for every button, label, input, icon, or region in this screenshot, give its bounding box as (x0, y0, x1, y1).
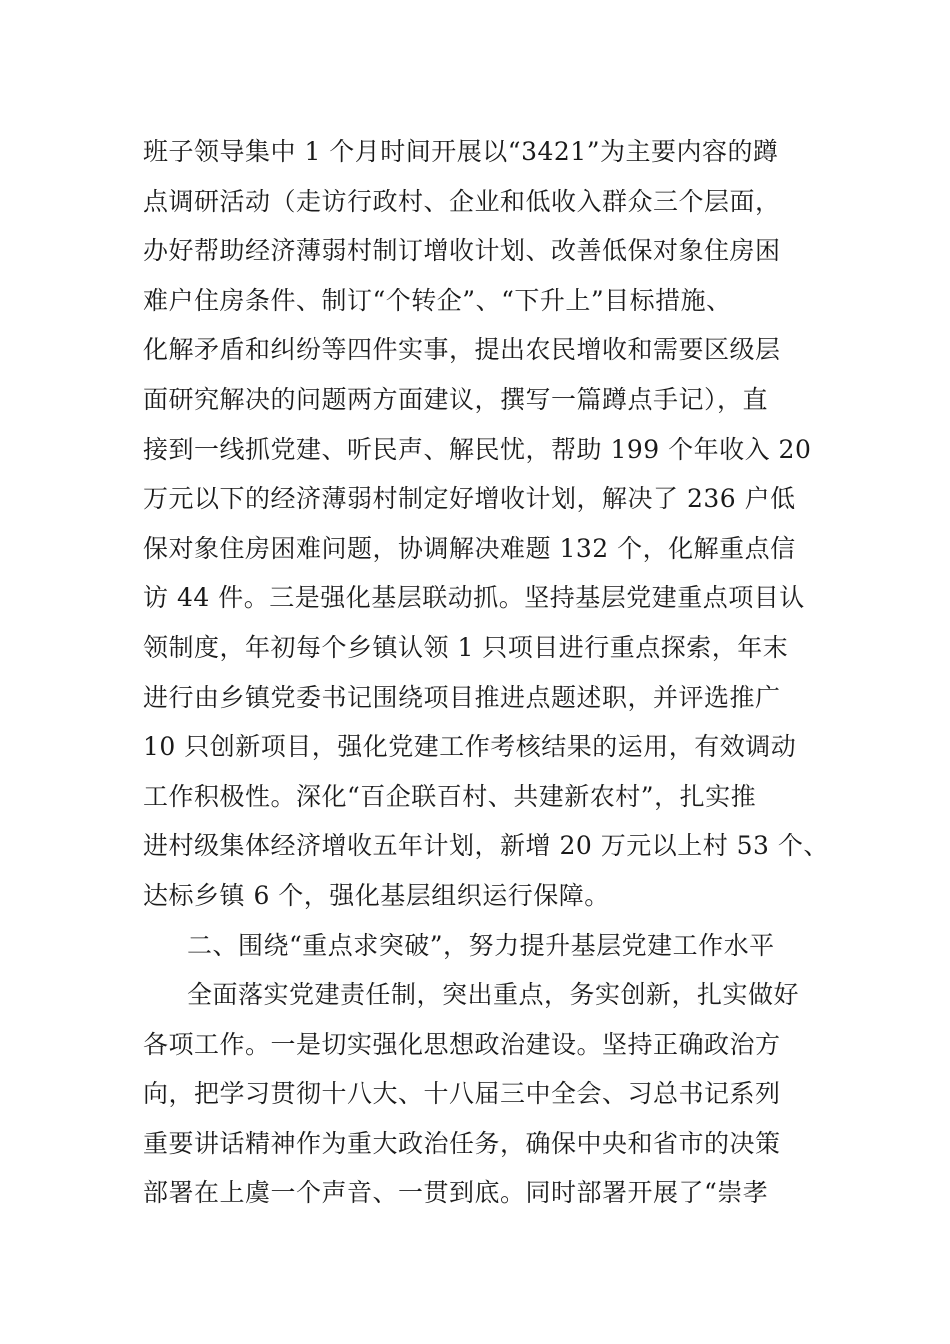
text-line-11: 领制度，年初每个乡镇认领 1 只项目进行重点探索，年末 (143, 632, 789, 662)
text-line-5: 化解矛盾和纠纷等四件实事，提出农民增收和需要区级层 (143, 335, 781, 365)
text-line-18: 全面落实党建责任制，突出重点，务实创新，扎实做好 (187, 980, 800, 1010)
text-line-7: 接到一线抓党建、听民声、解民忧，帮助 199 个年收入 20 (143, 434, 812, 464)
text-line-6: 面研究解决的问题两方面建议，撰写一篇蹲点手记），直 (143, 384, 769, 414)
text-line-10: 访 44 件。三是强化基层联动抓。坚持基层党建重点项目认 (143, 583, 805, 613)
section-heading: 二、围绕“重点求突破”，努力提升基层党建工作水平 (187, 930, 775, 960)
text-line-1: 班子领导集中 1 个月时间开展以“3421”为主要内容的蹲 (143, 137, 779, 166)
text-line-4: 难户住房条件、制订“个转企”、“下升上”目标措施、 (143, 285, 732, 315)
text-line-9: 保对象住房困难问题，协调解决难题 132 个，化解重点信 (143, 533, 796, 563)
text-line-22: 部署在上虞一个声音、一贯到底。同时部署开展了“崇孝 (143, 1178, 769, 1208)
text-line-16: 达标乡镇 6 个，强化基层组织运行保障。 (143, 880, 610, 910)
text-line-14: 工作积极性。深化“百企联百村、共建新农村”，扎实推 (143, 781, 757, 811)
text-line-21: 重要讲话精神作为重大政治任务，确保中央和省市的决策 (143, 1128, 781, 1158)
text-line-8: 万元以下的经济薄弱村制定好增收计划，解决了 236 户低 (143, 484, 796, 514)
text-line-20: 向，把学习贯彻十八大、十八届三中全会、习总书记系列 (143, 1079, 781, 1109)
text-line-13: 10 只创新项目，强化党建工作考核结果的运用，有效调动 (143, 732, 797, 762)
body-text (143, 127, 829, 1218)
text-line-15: 进村级集体经济增收五年计划，新增 20 万元以上村 53 个、 (143, 831, 829, 861)
text-line-2: 点调研活动（走访行政村、企业和低收入群众三个层面， (143, 186, 781, 216)
text-line-12: 进行由乡镇党委书记围绕项目推进点题述职，并评选推广 (143, 682, 781, 712)
text-line-3: 办好帮助经济薄弱村制订增收计划、改善低保对象住房困 (143, 236, 781, 266)
text-line-19: 各项工作。一是切实强化思想政治建设。坚持正确政治方 (143, 1029, 781, 1059)
